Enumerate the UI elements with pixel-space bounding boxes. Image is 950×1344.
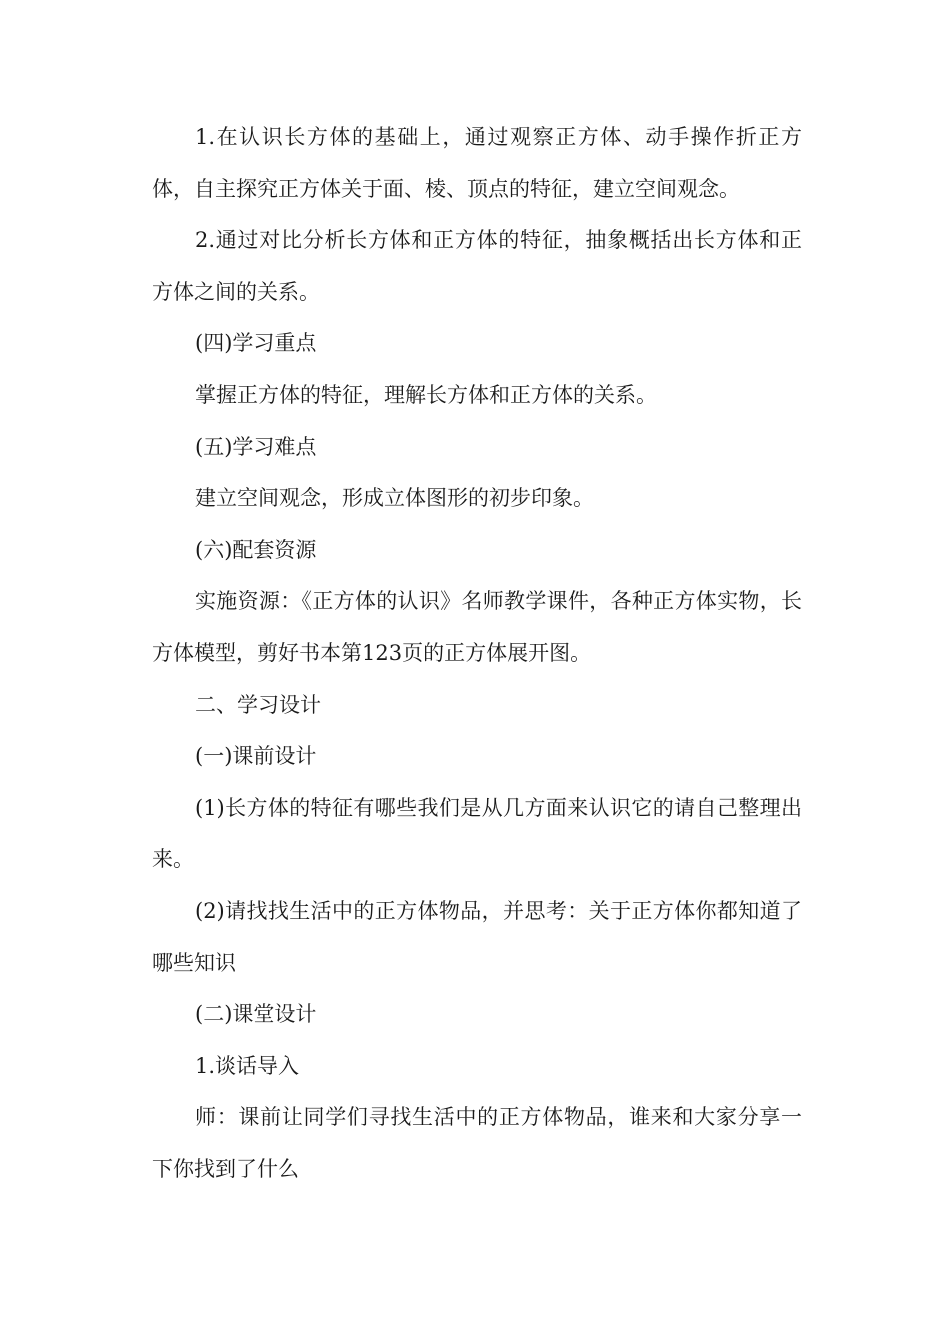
pre-class-item-2: (2)请找找生活中的正方体物品，并思考：关于正方体你都知道了哪些知识 <box>152 898 802 975</box>
section-heading-in-class: (二)课堂设计 <box>195 1002 317 1027</box>
resources-text: 实施资源：《正方体的认识》名师教学课件，各种正方体实物，长方体模型，剪好书本第123页的正方体展开图。 <box>152 589 802 665</box>
key-points-text: 掌握正方体的特征，理解长方体和正方体的关系。 <box>195 382 657 407</box>
document-body <box>152 112 802 1195</box>
teacher-dialogue: 师：课前让同学们寻找生活中的正方体物品，谁来和大家分享一下你找到了什么 <box>152 1105 802 1181</box>
objective-paragraph-1: 1.在认识长方体的基础上，通过观察正方体、动手操作折正方体，自主探究正方体关于面、棱、顶点的特征，建立空间观念。 <box>152 125 802 201</box>
difficulties-text: 建立空间观念，形成立体图形的初步印象。 <box>195 486 594 511</box>
section-heading-introduction: 1.谈话导入 <box>195 1053 300 1078</box>
objective-paragraph-2: 2.通过对比分析长方体和正方体的特征，抽象概括出长方体和正方体之间的关系。 <box>152 228 802 304</box>
section-heading-learning-design: 二、学习设计 <box>195 692 321 717</box>
section-heading-key-points: (四)学习重点 <box>195 331 317 356</box>
section-heading-resources: (六)配套资源 <box>195 537 317 562</box>
pre-class-item-1: (1)长方体的特征有哪些我们是从几方面来认识它的请自己整理出来。 <box>152 795 802 872</box>
section-heading-pre-class: (一)课前设计 <box>195 744 317 769</box>
section-heading-difficulties: (五)学习难点 <box>195 434 317 459</box>
